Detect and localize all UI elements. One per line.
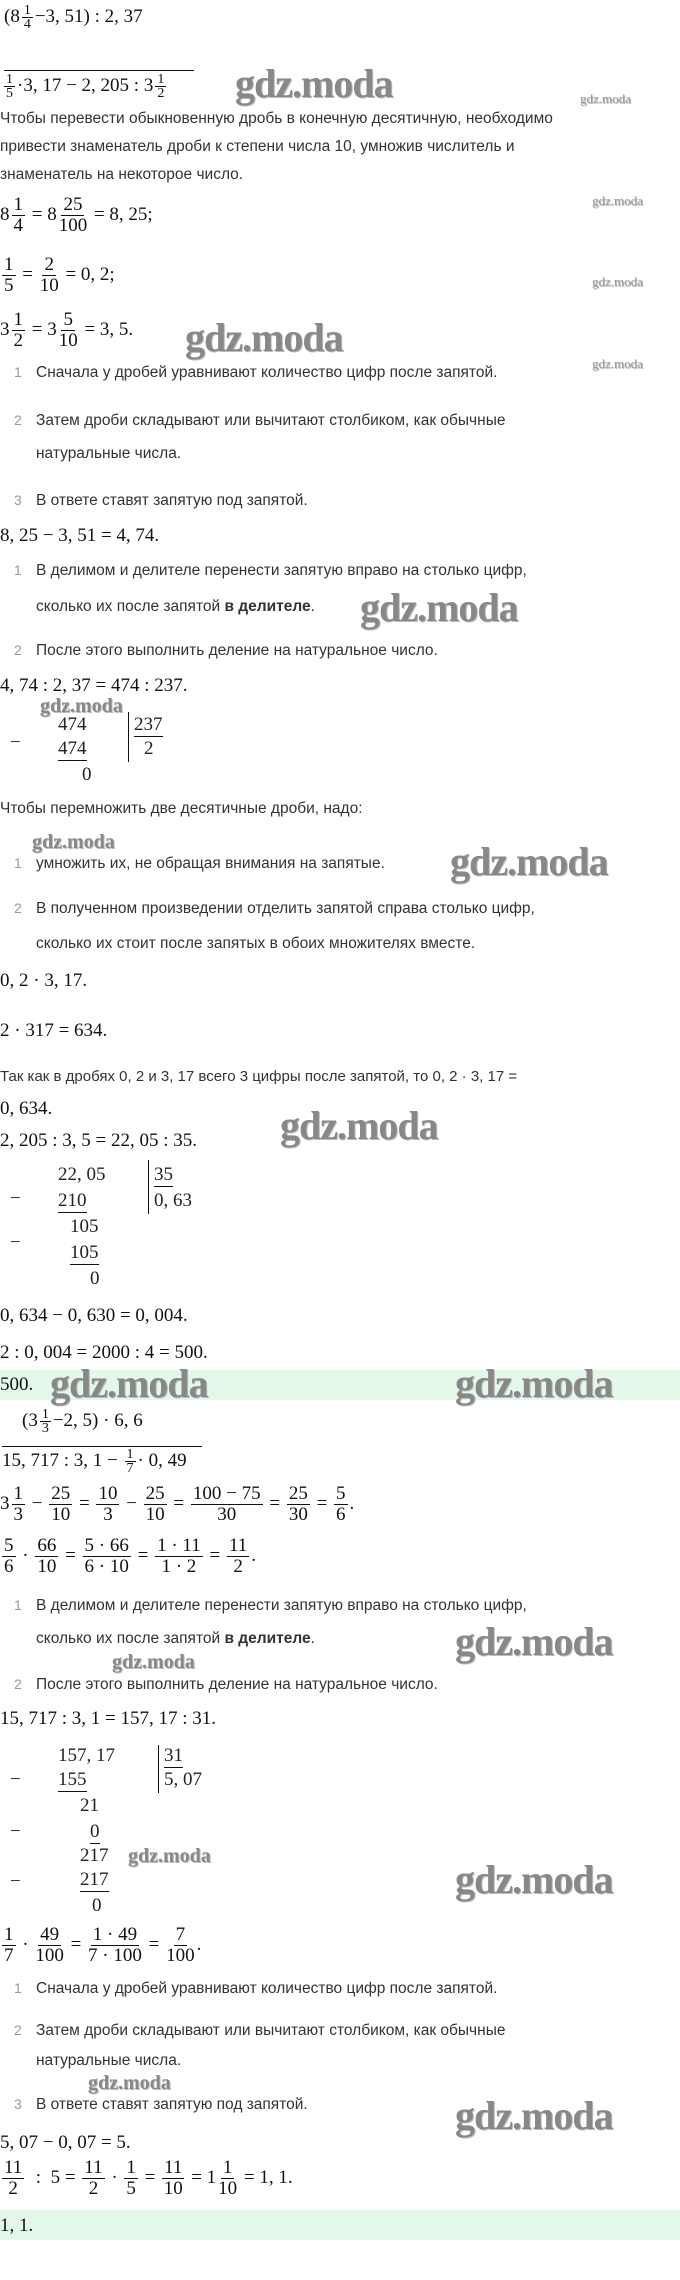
numerator: 1 bbox=[126, 2157, 136, 2178]
step-item: 2 Затем дроби складывают или вычитают столбиком, как обычные bbox=[14, 412, 506, 429]
mixed-whole: 3 bbox=[28, 1410, 38, 1432]
numerator: 10 bbox=[98, 1483, 118, 1504]
expression-numerator bbox=[22, 1408, 143, 1436]
math-text: · 6, 6 bbox=[98, 1410, 143, 1432]
equation bbox=[0, 1925, 201, 1966]
long-division-2205-35: − 22, 05 210 − 105 105 0 35 0, 63 bbox=[0, 1160, 220, 1300]
numerator: 5 bbox=[336, 1483, 346, 1504]
step-item: 1 В делимом и делителе перенести запятую вправо на столько цифр, bbox=[14, 1597, 527, 1614]
fraction bbox=[218, 2158, 237, 2199]
fraction bbox=[59, 310, 78, 351]
denominator: 10 bbox=[145, 1503, 165, 1525]
math-text: −2, 5) bbox=[52, 1410, 99, 1432]
equation: 2 · 317 = 634. bbox=[0, 1020, 108, 1041]
denominator: 2 bbox=[233, 1555, 243, 1577]
numerator: 25 bbox=[63, 194, 83, 215]
math-text: = bbox=[168, 1492, 189, 1514]
fraction bbox=[2, 1925, 16, 1966]
note-line: Так как в дробях 0, 2 и 3, 17 всего 3 цифры после запятой, то 0, 2 · 3, 17 = bbox=[0, 1068, 518, 1085]
intro-line: привести знаменатель дроби к степени числа 10, умножив числитель и bbox=[0, 138, 515, 155]
step-item: 3 В ответе ставят запятую под запятой. bbox=[14, 492, 308, 509]
denominator: 30 bbox=[217, 1503, 237, 1525]
math-text: = bbox=[204, 1544, 225, 1566]
denominator: 2 bbox=[8, 2177, 18, 2199]
numerator: 5 · 66 bbox=[84, 1535, 129, 1556]
long-division-474-237: − 474 474 0 237 2 bbox=[10, 714, 163, 785]
numerator: 1 bbox=[13, 194, 23, 215]
denominator: 5 bbox=[126, 2177, 136, 2199]
fraction bbox=[2, 2158, 24, 2199]
watermark: gdz.moda bbox=[592, 274, 643, 289]
step-continuation: сколько их после запятой в делителе. bbox=[36, 1630, 315, 1647]
numerator: 66 bbox=[37, 1535, 57, 1556]
numerator: 1 · 49 bbox=[92, 1924, 138, 1945]
denominator: 2 bbox=[13, 329, 23, 351]
fraction bbox=[35, 1536, 58, 1577]
denominator: 6 · 10 bbox=[84, 1555, 129, 1577]
numerator: 5 bbox=[63, 309, 73, 330]
step-continuation: натуральные числа. bbox=[36, 2052, 182, 2069]
watermark: gdz.moda bbox=[360, 585, 518, 630]
numerator: 11 bbox=[4, 2157, 23, 2178]
numerator: 1 bbox=[157, 72, 165, 87]
equation: 15, 717 : 3, 1 = 157, 17 : 31. bbox=[0, 1708, 217, 1729]
math-text: = bbox=[27, 203, 48, 225]
denominator: 5 bbox=[6, 86, 13, 102]
watermark: gdz.moda bbox=[32, 831, 115, 853]
math-text: = bbox=[132, 1544, 154, 1566]
math-text: = bbox=[65, 1933, 87, 1955]
fraction bbox=[35, 1925, 64, 1966]
fraction bbox=[83, 1536, 131, 1577]
watermark: gdz.moda bbox=[50, 1361, 208, 1406]
step-item: 1 умножить их, не обращая внимания на запятые. bbox=[14, 855, 385, 872]
math-text: . bbox=[251, 1544, 256, 1566]
step-item: 2 После этого выполнить деление на натуральное число. bbox=[14, 1676, 438, 1693]
math-text: = bbox=[17, 263, 38, 285]
fraction bbox=[2, 255, 16, 296]
step-item: 2 В полученном произведении отделить запятой справа столько цифр, bbox=[14, 900, 535, 917]
denominator: 2 bbox=[88, 2177, 99, 2199]
math-text: ( bbox=[4, 6, 11, 28]
note-line: 0, 634. bbox=[0, 1098, 53, 1119]
equation: 2, 205 : 3, 5 = 22, 05 : 35. bbox=[0, 1130, 198, 1151]
mixed-whole: 3 bbox=[0, 1492, 10, 1514]
watermark: gdz.moda bbox=[455, 1857, 613, 1902]
math-text: = bbox=[143, 1933, 165, 1955]
numerator: 1 bbox=[6, 72, 13, 87]
equation bbox=[0, 310, 133, 351]
numerator: 49 bbox=[40, 1924, 60, 1945]
watermark: gdz.moda bbox=[592, 356, 643, 371]
watermark: gdz.moda bbox=[580, 91, 631, 106]
denominator: 6 bbox=[336, 1503, 346, 1525]
numerator: 11 bbox=[228, 1535, 248, 1556]
math-text: = bbox=[74, 1492, 95, 1514]
denominator: 5 bbox=[4, 274, 14, 296]
math-text: · 0, 49 bbox=[137, 1450, 187, 1472]
math-text: · bbox=[106, 2166, 123, 2188]
mixed-whole: 8 bbox=[0, 203, 10, 225]
numerator: 1 bbox=[41, 1407, 49, 1422]
mixed-whole: 8 bbox=[10, 6, 20, 28]
numerator: 1 bbox=[13, 309, 23, 330]
denominator: 3 bbox=[13, 1503, 23, 1525]
step-item: 1 Сначала у дробей уравнивают количество цифр после запятой. bbox=[14, 1980, 498, 1997]
numerator: 25 bbox=[51, 1483, 71, 1504]
math-text: 15, 717 : 3, 1 − bbox=[2, 1450, 123, 1472]
math-text: = 0, 2; bbox=[60, 263, 115, 285]
fraction bbox=[22, 4, 33, 32]
mixed-whole: 8 bbox=[47, 203, 57, 225]
denominator: 2 bbox=[157, 86, 165, 102]
equation: 4, 74 : 2, 37 = 474 : 237. bbox=[0, 675, 188, 696]
step-continuation: сколько их после запятой в делителе. bbox=[36, 598, 315, 615]
numerator: 1 bbox=[222, 2157, 233, 2178]
denominator: 10 bbox=[51, 1503, 71, 1525]
math-text: : 2, 37 bbox=[89, 6, 143, 28]
expression-numerator bbox=[4, 4, 143, 32]
step-continuation: натуральные числа. bbox=[36, 445, 182, 462]
denominator: 3 bbox=[41, 1421, 49, 1437]
fraction bbox=[162, 2158, 184, 2199]
denominator: 100 bbox=[166, 1944, 195, 1966]
math-text: − bbox=[27, 1492, 48, 1514]
denominator: 4 bbox=[13, 214, 23, 236]
step-item: 3 В ответе ставят запятую под запятой. bbox=[14, 2096, 308, 2113]
math-text: = bbox=[311, 1492, 333, 1514]
math-text: = bbox=[27, 318, 48, 340]
fraction bbox=[12, 195, 26, 236]
fraction bbox=[125, 1448, 136, 1476]
fraction bbox=[82, 2158, 104, 2199]
math-text: − bbox=[121, 1492, 142, 1514]
fraction bbox=[2, 1536, 16, 1577]
numerator: 100 − 75 bbox=[192, 1483, 261, 1504]
watermark: gdz.moda bbox=[40, 695, 123, 717]
math-text: ·3, 17 − 2, 205 : bbox=[17, 75, 144, 97]
step-item: 2 Затем дроби складывают или вычитают столбиком, как обычные bbox=[14, 2022, 506, 2039]
expression-denominator bbox=[2, 73, 168, 101]
numerator: 25 bbox=[288, 1483, 308, 1504]
multiply-intro: Чтобы перемножить две десятичные дроби, надо: bbox=[0, 800, 363, 817]
mixed-whole: 3 bbox=[0, 318, 10, 340]
numerator: 11 bbox=[164, 2157, 183, 2178]
answer-value: 500. bbox=[0, 1374, 34, 1395]
numerator: 1 bbox=[4, 254, 14, 275]
numerator: 1 bbox=[126, 1447, 134, 1462]
equation: 2 : 0, 004 = 2000 : 4 = 500. bbox=[0, 1342, 208, 1363]
watermark: gdz.moda bbox=[128, 1845, 211, 1867]
equation bbox=[0, 195, 153, 236]
mixed-whole: 3 bbox=[143, 75, 154, 97]
fraction bbox=[124, 2158, 138, 2199]
fraction bbox=[40, 255, 59, 296]
fraction bbox=[155, 1536, 203, 1577]
fraction bbox=[88, 1925, 142, 1966]
expression-denominator bbox=[2, 1448, 187, 1476]
numerator: 1 bbox=[13, 1483, 23, 1504]
numerator: 2 bbox=[44, 254, 54, 275]
denominator: 10 bbox=[39, 274, 59, 296]
watermark: gdz.moda bbox=[280, 1103, 438, 1148]
watermark: gdz.moda bbox=[455, 2093, 613, 2138]
math-text: = 8, 25; bbox=[89, 203, 153, 225]
equation bbox=[0, 1536, 256, 1577]
math-text: = bbox=[60, 1544, 81, 1566]
answer-bar bbox=[0, 1361, 680, 1406]
denominator: 10 bbox=[58, 329, 78, 351]
fraction bbox=[155, 73, 166, 101]
denominator: 7 bbox=[126, 1461, 134, 1477]
math-text: = 3, 5. bbox=[79, 318, 134, 340]
numerator: 5 bbox=[4, 1535, 14, 1556]
watermark: gdz.moda bbox=[88, 2072, 171, 2094]
numerator: 7 bbox=[175, 1924, 186, 1945]
fraction bbox=[287, 1484, 310, 1525]
math-text: · bbox=[17, 1933, 34, 1955]
fraction bbox=[191, 1484, 263, 1525]
step-item: 1 В делимом и делителе перенести запятую вправо на столько цифр, bbox=[14, 562, 527, 579]
denominator: 4 bbox=[23, 17, 31, 33]
answer-value: 1, 1. bbox=[0, 2215, 34, 2236]
intro-line: знаменатель на некоторое число. bbox=[0, 166, 244, 183]
math-text: ( bbox=[22, 1410, 29, 1432]
step-continuation: сколько их стоит после запятых в обоих множителях вместе. bbox=[36, 935, 476, 952]
math-text: . bbox=[349, 1492, 355, 1514]
math-text: = bbox=[139, 2166, 161, 2188]
numerator: 11 bbox=[84, 2157, 103, 2178]
denominator: 100 bbox=[58, 214, 88, 236]
watermark: gdz.moda bbox=[185, 315, 343, 360]
fraction bbox=[12, 1484, 26, 1525]
denominator: 10 bbox=[218, 2177, 238, 2199]
equation: 5, 07 − 0, 07 = 5. bbox=[0, 2132, 131, 2153]
answer-bar bbox=[0, 2210, 680, 2240]
denominator: 7 bbox=[4, 1944, 14, 1966]
fraction bbox=[12, 310, 26, 351]
math-text: = 1, 1. bbox=[239, 2166, 293, 2188]
denominator: 10 bbox=[163, 2177, 183, 2199]
math-text: : 5 = bbox=[26, 2166, 81, 2188]
math-text: . bbox=[196, 1933, 202, 1955]
equation: 8, 25 − 3, 51 = 4, 74. bbox=[0, 525, 160, 546]
equation: 0, 634 − 0, 630 = 0, 004. bbox=[0, 1305, 188, 1326]
main-fraction-bar bbox=[2, 1446, 202, 1447]
main-fraction-bar bbox=[4, 70, 194, 71]
equation bbox=[0, 255, 115, 296]
denominator: 30 bbox=[288, 1503, 308, 1525]
watermark: gdz.moda bbox=[112, 1651, 195, 1673]
numerator: 1 bbox=[4, 1924, 14, 1945]
watermark: gdz.moda bbox=[455, 1619, 613, 1664]
math-text: = bbox=[264, 1492, 285, 1514]
math-text: · bbox=[17, 1544, 34, 1566]
denominator: 3 bbox=[103, 1503, 113, 1525]
math-text: = bbox=[186, 2166, 207, 2188]
fraction bbox=[49, 1484, 72, 1525]
fraction bbox=[144, 1484, 167, 1525]
denominator: 100 bbox=[35, 1944, 64, 1966]
step-item: 1 Сначала у дробей уравнивают количество цифр после запятой. bbox=[14, 364, 498, 381]
math-text: −3, 51) bbox=[34, 6, 90, 28]
watermark: gdz.moda bbox=[450, 839, 608, 884]
fraction bbox=[96, 1484, 119, 1525]
fraction bbox=[334, 1484, 348, 1525]
numerator: 1 bbox=[23, 3, 31, 18]
step-item: 2 После этого выполнить деление на натуральное число. bbox=[14, 642, 438, 659]
denominator: 6 bbox=[4, 1555, 14, 1577]
equation bbox=[0, 2158, 293, 2199]
fraction bbox=[166, 1925, 195, 1966]
long-division-15717-31: − 157, 17 155 − 21 0 − 217 217 0 31 5, 07 bbox=[10, 1745, 202, 1916]
watermark: gdz.moda bbox=[592, 193, 643, 208]
intro-line: Чтобы перевести обыкновенную дробь в конечную десятичную, необходимо bbox=[0, 110, 553, 127]
watermark: gdz.moda bbox=[235, 61, 393, 106]
numerator: 25 bbox=[145, 1483, 165, 1504]
fraction bbox=[40, 1408, 51, 1436]
equation bbox=[0, 1484, 354, 1525]
denominator: 7 · 100 bbox=[88, 1944, 142, 1966]
mixed-whole: 1 bbox=[206, 2166, 217, 2188]
denominator: 10 bbox=[37, 1555, 57, 1577]
fraction bbox=[59, 195, 88, 236]
fraction bbox=[227, 1536, 249, 1577]
denominator: 1 · 2 bbox=[161, 1555, 197, 1577]
numerator: 1 · 11 bbox=[157, 1535, 201, 1556]
equation: 0, 2 · 3, 17. bbox=[0, 970, 88, 991]
mixed-whole: 3 bbox=[47, 318, 57, 340]
watermark: gdz.moda bbox=[455, 1361, 613, 1406]
fraction bbox=[4, 73, 15, 101]
